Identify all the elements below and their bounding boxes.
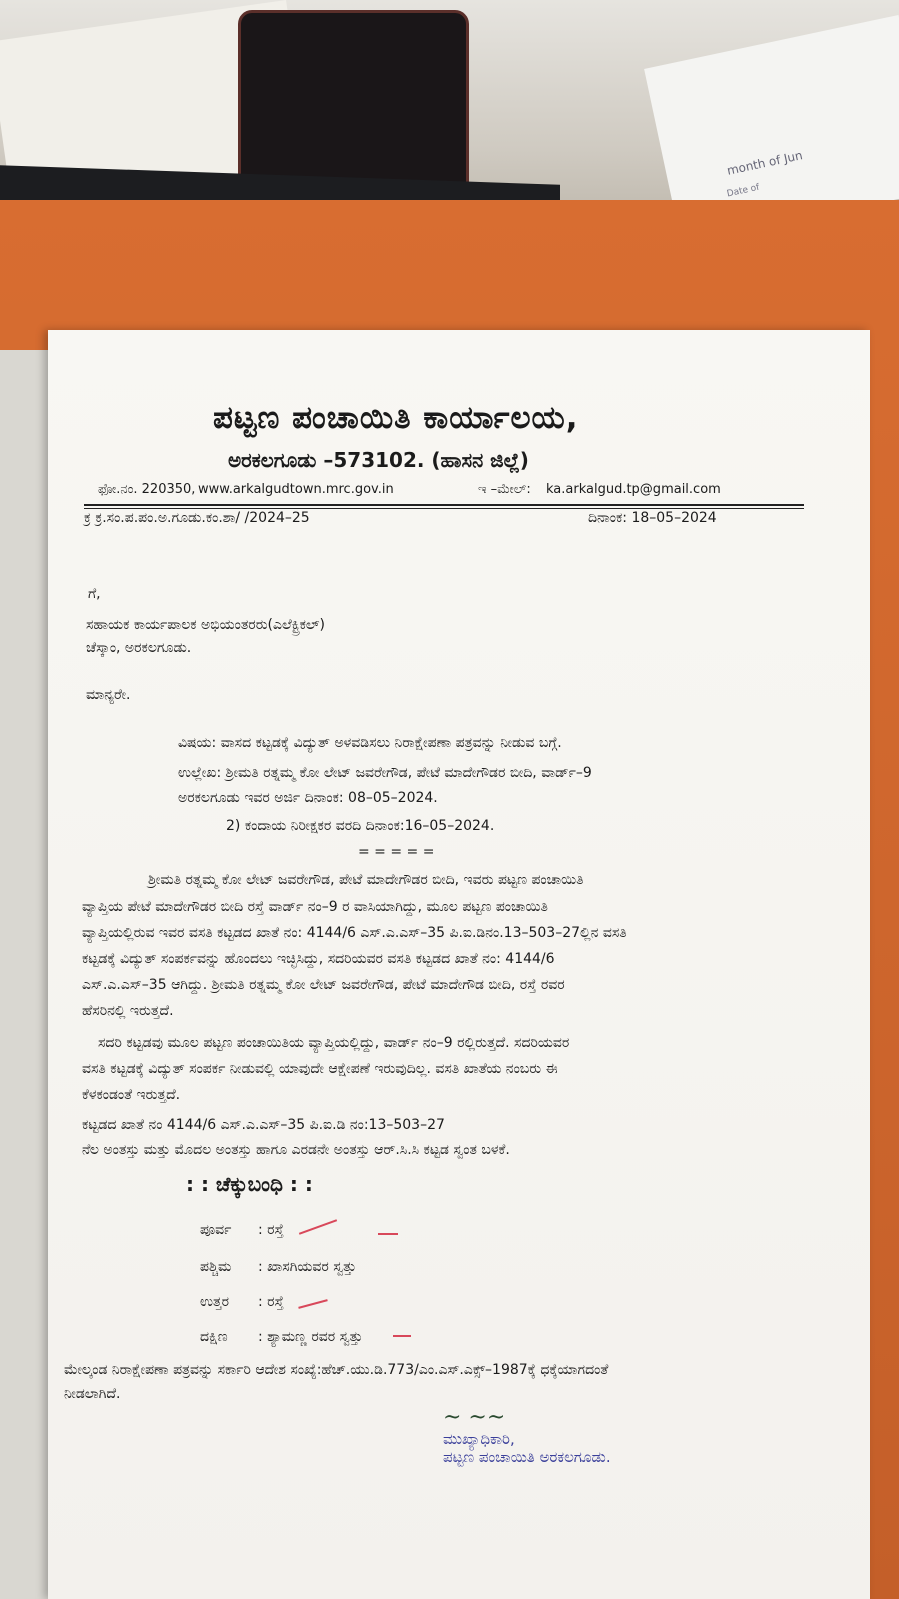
ink-mark xyxy=(378,1233,398,1235)
reference-1: ಉಲ್ಲೇಖ: ಶ್ರೀಮತಿ ರತ್ನಮ್ಮ ಕೋ ಲೇಟ್ ಜವರೇಗೌಡ, ಪೇಟೆ ಮಾದೇಗೌಡರ ಬೀದಿ, ವಾರ್ಡ್–9 xyxy=(178,765,592,781)
para2-line: ಸದರಿ ಕಟ್ಟಡವು ಮೂಲ ಪಟ್ಟಣ ಪಂಚಾಯಿತಿಯ ವ್ಯಾಪ್ತಿಯಲ್ಲಿದ್ದು, ವಾರ್ಡ್ ನಂ–9 ರಲ್ಲಿರುತ್ತದೆ. ಸದರಿಯವರ xyxy=(98,1035,570,1051)
boundary-value: : ರಸ್ತೆ xyxy=(258,1222,284,1238)
boundaries-title: : : ಚೆಕ್ಕುಬಂಧಿ : : xyxy=(186,1172,313,1196)
khata-line: ಕಟ್ಟಡದ ಖಾತೆ ನಂ 4144/6 ಎಸ್.ಎ.ಎಸ್–35 ಪಿ.ಐ.ಡಿ ನಂ:13–503–27 xyxy=(82,1117,445,1133)
divider: = = = = = xyxy=(358,844,435,860)
boundary-value: : ಶ್ಯಾಮಣ್ಣ ರವರ ಸ್ವತ್ತು xyxy=(258,1329,363,1345)
closing-line: ನೀಡಲಾಗಿದೆ. xyxy=(64,1386,121,1402)
para1-line: ಹೆಸರಿನಲ್ಲಿ ಇರುತ್ತದೆ. xyxy=(82,1003,174,1019)
reference-2: 2) ಕಂದಾಯ ನಿರೀಕ್ಷಕರ ವರದಿ ದಿನಾಂಕ:16–05–2024. xyxy=(226,818,495,834)
para1-line: ವ್ಯಾಪ್ತಿಯಲ್ಲಿರುವ ಇವರ ವಸತಿ ಕಟ್ಟಡದ ಖಾತೆ ನಂ: 4144/6 ಎಸ್.ಎ.ಎಸ್–35 ಪಿ.ಐ.ಡಿನಂ.13–503–27ಲ್ಲಿನ ವಸತಿ xyxy=(82,925,627,941)
stamp-designation: ಮುಖ್ಯಾಧಿಕಾರಿ, xyxy=(443,1430,515,1448)
para1-line: ಕಟ್ಟಡಕ್ಕೆ ವಿದ್ಯುತ್ ಸಂಪರ್ಕವನ್ನು ಹೊಂದಲು ಇಚ್ಛಿಸಿದ್ದು, ಸದರಿಯವರ ವಸತಿ ಕಟ್ಟಡದ ಖಾತೆ ನಂ: 4144/6 xyxy=(82,951,555,967)
register-sheet-text-2: Date of xyxy=(725,182,761,200)
recipient-office: ಚೆಸ್ಕಾಂ, ಅರಕಲಗೂಡು. xyxy=(86,640,192,656)
signature: ~ ~~ xyxy=(443,1405,506,1430)
para1-line: ವ್ಯಾಪ್ತಿಯ ಪೇಟೆ ಮಾದೇಗೌಡರ ಬೀದಿ ರಸ್ತೆ ವಾರ್ಡ್ ನಂ–9 ರ ವಾಸಿಯಾಗಿದ್ದು, ಮೂಲ ಪಟ್ಟಣ ಪಂಚಾಯಿತಿ xyxy=(82,899,548,915)
para1-line: ಶ್ರೀಮತಿ ರತ್ನಮ್ಮ ಕೋ ಲೇಟ್ ಜವರೇಗೌಡ, ಪೇಟೆ ಮಾದೇಗೌಡರ ಬೀದಿ, ಇವರು ಪಟ್ಟಣ ಪಂಚಾಯಿತಿ xyxy=(148,872,584,888)
phone-number: ಫೋ.ನಂ. 220350, xyxy=(98,482,196,497)
stamp-office: ಪಟ್ಟಣ ಪಂಚಾಯಿತಿ ಅರಕಲಗೂಡು. xyxy=(443,1448,611,1466)
website-link[interactable]: www.arkalgudtown.mrc.gov.in xyxy=(198,482,394,497)
header-rule-thin xyxy=(84,508,804,509)
ink-mark xyxy=(393,1335,411,1337)
official-stamp xyxy=(443,1405,611,1466)
floors-line: ನೆಲ ಅಂತಸ್ತು ಮತ್ತು ಮೊದಲ ಅಂತಸ್ತು ಹಾಗೂ ಎರಡನೇ ಅಂತಸ್ತು ಆರ್.ಸಿ.ಸಿ ಕಟ್ಟಡ ಸ್ವಂತ ಬಳಕೆ. xyxy=(82,1142,510,1158)
letter-date: ದಿನಾಂಕ: 18–05–2024 xyxy=(588,510,717,526)
para1-line: ಎಸ್.ಎ.ಎಸ್–35 ಆಗಿದ್ದು. ಶ್ರೀಮತಿ ರತ್ನಮ್ಮ ಕೋ ಲೇಟ್ ಜವರೇಗೌಡ, ಪೇಟೆ ಮಾದೇಗೌಡ ಬೀದಿ, ರಸ್ತೆ ರವರ xyxy=(82,977,565,993)
para2-line: ವಸತಿ ಕಟ್ಟಡಕ್ಕೆ ವಿದ್ಯುತ್ ಸಂಪರ್ಕ ನೀಡುವಲ್ಲಿ ಯಾವುದೇ ಆಕ್ಷೇಪಣೆ ಇರುವುದಿಲ್ಲ. ವಸತಿ ಖಾತೆಯ ನಂಬರು ಈ xyxy=(82,1061,558,1077)
closing-line: ಮೇಲ್ಕಂಡ ನಿರಾಕ್ಷೇಪಣಾ ಪತ್ರವನ್ನು ಸರ್ಕಾರಿ ಆದೇಶ ಸಂಖ್ಯೆ:ಹೆಚ್.ಯು.ಡಿ.773/ಎಂ.ಎಸ್.ಎಕ್ಸ್–1987ಕ್ಕೆ ಧಕ್ಕೆಯಾಗದಂತೆ xyxy=(64,1362,609,1378)
boundary-direction: ಪಶ್ಚಿಮ xyxy=(200,1259,232,1275)
header-rule xyxy=(84,504,804,506)
boundary-value: : ಖಾಸಗಿಯವರ ಸ್ವತ್ತು xyxy=(258,1259,357,1275)
ink-mark xyxy=(299,1219,337,1235)
to-label: ಗೆ, xyxy=(88,586,101,602)
email-label: ಇ –ಮೇಲ್: xyxy=(478,482,531,497)
recipient-designation: ಸಹಾಯಕ ಕಾರ್ಯಪಾಲಕ ಅಭಿಯಂತರರು(ಎಲೆಕ್ಟ್ರಿಕಲ್) xyxy=(86,617,325,633)
email-link[interactable]: ka.arkalgud.tp@gmail.com xyxy=(546,482,721,497)
boundary-direction: ಪೂರ್ವ xyxy=(200,1222,232,1238)
letter-page xyxy=(48,330,870,1599)
reference-1b: ಅರಕಲಗೂಡು ಇವರ ಅರ್ಜಿ ದಿನಾಂಕ: 08–05–2024. xyxy=(178,790,438,806)
letter-title: ಪಟ್ಟಣ ಪಂಚಾಯಿತಿ ಕಾರ್ಯಾಲಯ, xyxy=(213,400,579,436)
reference-number: ಕ್ರ ಕ್ರ.ಸಂ.ಪ.ಪಂ.ಅ.ಗೂಡು.ಕಂ.ಶಾ/ /2024–25 xyxy=(84,510,310,526)
boundary-value: : ರಸ್ತೆ xyxy=(258,1294,284,1310)
boundary-direction: ಉತ್ತರ xyxy=(200,1294,229,1310)
boundary-direction: ದಕ್ಷಿಣ xyxy=(200,1329,228,1345)
ink-mark xyxy=(298,1299,327,1309)
subject-line: ವಿಷಯ: ವಾಸದ ಕಟ್ಟಡಕ್ಕೆ ವಿದ್ಯುತ್ ಅಳವಡಿಸಲು ನಿರಾಕ್ಷೇಪಣಾ ಪತ್ರವನ್ನು ನೀಡುವ ಬಗ್ಗೆ. xyxy=(178,735,562,751)
para2-line: ಕೆಳಕಂಡಂತೆ ಇರುತ್ತದೆ. xyxy=(82,1087,181,1103)
salutation: ಮಾನ್ಯರೇ. xyxy=(86,687,131,703)
register-sheet-text: month of Jun xyxy=(725,148,804,178)
letter-subtitle: ಅರಕಲಗೂಡು –573102. (ಹಾಸನ ಜಿಲ್ಲೆ) xyxy=(228,448,529,472)
